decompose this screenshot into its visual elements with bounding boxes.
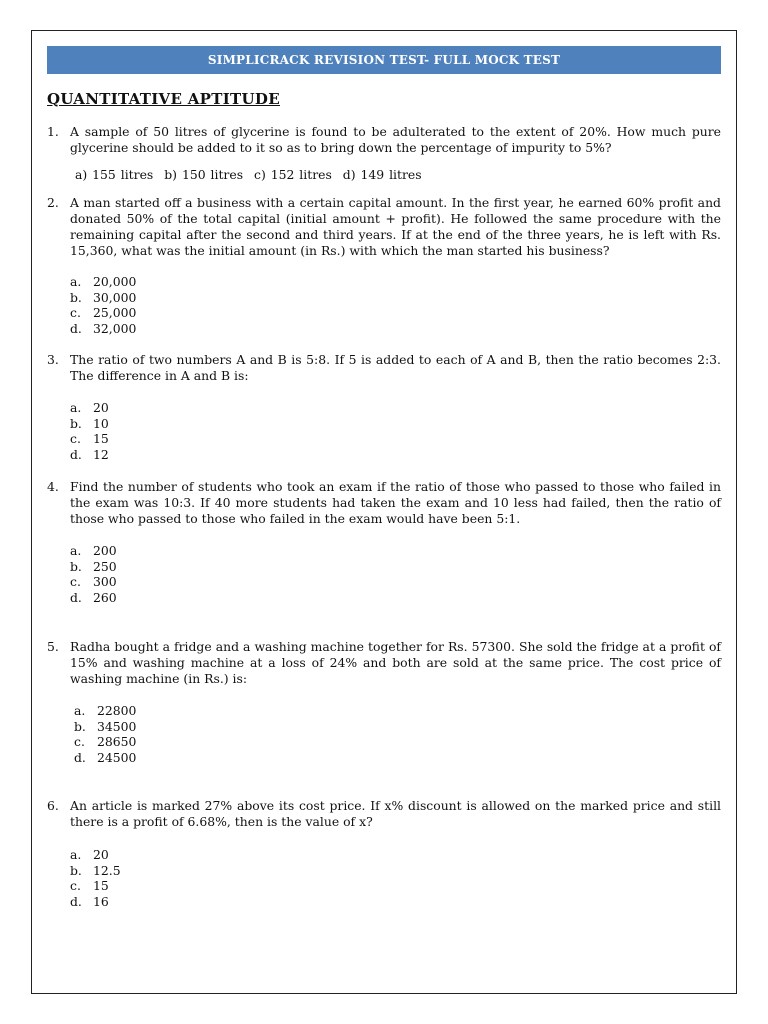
option-value: 24500 [97,749,137,765]
option-value: 15 [93,878,109,894]
option-letter: b. [70,415,82,431]
question-2-options [70,274,136,336]
question-text: An article is marked 27% above its cost price. If x% discount is allowed on the marked price and still there is a profit of 6.68%, then is the value of x? [70,798,721,829]
question-4 [47,479,721,527]
option-value: 20 [93,847,109,862]
option-d: d) 149 litres [342,167,422,182]
option-value: 250 [93,558,117,574]
option-value: 10 [93,415,109,431]
option-item [70,847,121,863]
question-number: 4. [47,479,59,494]
question-6-options [70,847,121,909]
option-letter: d. [74,749,86,765]
question-5-options [74,703,136,765]
question-number: 3. [47,352,59,367]
option-item [74,703,136,719]
question-number: 1. [47,124,59,139]
option-item [70,447,109,463]
option-item [70,878,121,894]
option-letter: b. [70,862,82,878]
option-a: a) 155 litres [75,167,154,182]
option-letter: a. [70,543,82,558]
question-6 [47,798,721,830]
option-letter: b. [70,289,82,305]
option-value: 28650 [97,734,137,750]
option-value: 15 [93,431,109,447]
question-5 [47,639,721,687]
option-letter: d. [70,589,82,605]
question-2 [47,195,721,259]
question-3-options [70,400,109,462]
option-item [70,305,136,321]
option-item [70,290,136,306]
question-3 [47,352,721,384]
question-text: A sample of 50 litres of glycerine is found to be adulterated to the extent of 20%. How much pure glycerine should be added to it so as to bring down the percentage of impurity to 5%? [70,124,721,155]
option-value: 300 [93,574,117,590]
question-number: 6. [47,798,59,813]
option-letter: c. [70,878,81,894]
option-letter: d. [70,446,82,462]
option-value: 20 [93,400,109,415]
option-letter: a. [70,274,82,289]
option-item [70,543,117,559]
option-item [70,863,121,879]
option-value: 32,000 [93,320,137,336]
option-item [74,719,136,735]
option-letter: c. [70,574,81,590]
option-letter: c. [74,734,85,750]
option-item [70,574,117,590]
option-letter: a. [74,703,86,718]
option-value: 34500 [97,718,137,734]
option-value: 30,000 [93,289,137,305]
option-letter: a. [70,847,82,862]
option-value: 200 [93,543,117,558]
option-value: 22800 [97,703,137,718]
question-text: Radha bought a fridge and a washing machine together for Rs. 57300. She sold the fridge at a profit of 15% and washing machine at a loss of 24% and both are sold at the same price. The cost price of washing machine (in Rs.) is: [70,639,721,686]
question-4-options [70,543,117,605]
question-text: A man started off a business with a certain capital amount. In the first year, he earned 60% profit and donated 50% of the total capital (initial amount + profit). He followed the same procedure with the remaining capital after the second and third years. If at the end of the three years, he is left with Rs. 15,360, what was the initial amount (in Rs.) with which the man started his business? [70,195,721,258]
option-item [70,274,136,290]
option-letter: b. [70,558,82,574]
option-value: 12.5 [93,862,121,878]
option-item [70,590,117,606]
option-value: 16 [93,893,109,909]
option-item [70,416,109,432]
option-value: 20,000 [93,274,137,289]
question-text: Find the number of students who took an exam if the ratio of those who passed to those who failed in the exam was 10:3. If 40 more students had taken the exam and 10 less had failed, then the ratio of those who passed to those who failed in the exam would have been 5:1. [70,479,721,526]
option-letter: a. [70,400,82,415]
option-value: 260 [93,589,117,605]
option-c: c) 152 litres [254,167,332,182]
option-item [70,431,109,447]
question-1 [47,124,721,156]
option-item [74,750,136,766]
option-value: 25,000 [93,305,137,321]
option-letter: d. [70,893,82,909]
section-title: QUANTITATIVE APTITUDE [47,90,280,108]
question-1-options [75,167,428,183]
option-letter: b. [74,718,86,734]
option-letter: d. [70,320,82,336]
option-b: b) 150 litres [164,167,244,182]
option-letter: c. [70,431,81,447]
option-item [74,734,136,750]
option-letter: c. [70,305,81,321]
question-number: 5. [47,639,59,654]
option-value: 12 [93,446,109,462]
question-number: 2. [47,195,59,210]
option-item [70,894,121,910]
option-item [70,559,117,575]
test-title-banner: SIMPLICRACK REVISION TEST- FULL MOCK TEST [47,46,721,74]
option-item [70,400,109,416]
option-item [70,321,136,337]
question-text: The ratio of two numbers A and B is 5:8. If 5 is added to each of A and B, then the ratio becomes 2:3. The difference in A and B is: [70,352,721,383]
